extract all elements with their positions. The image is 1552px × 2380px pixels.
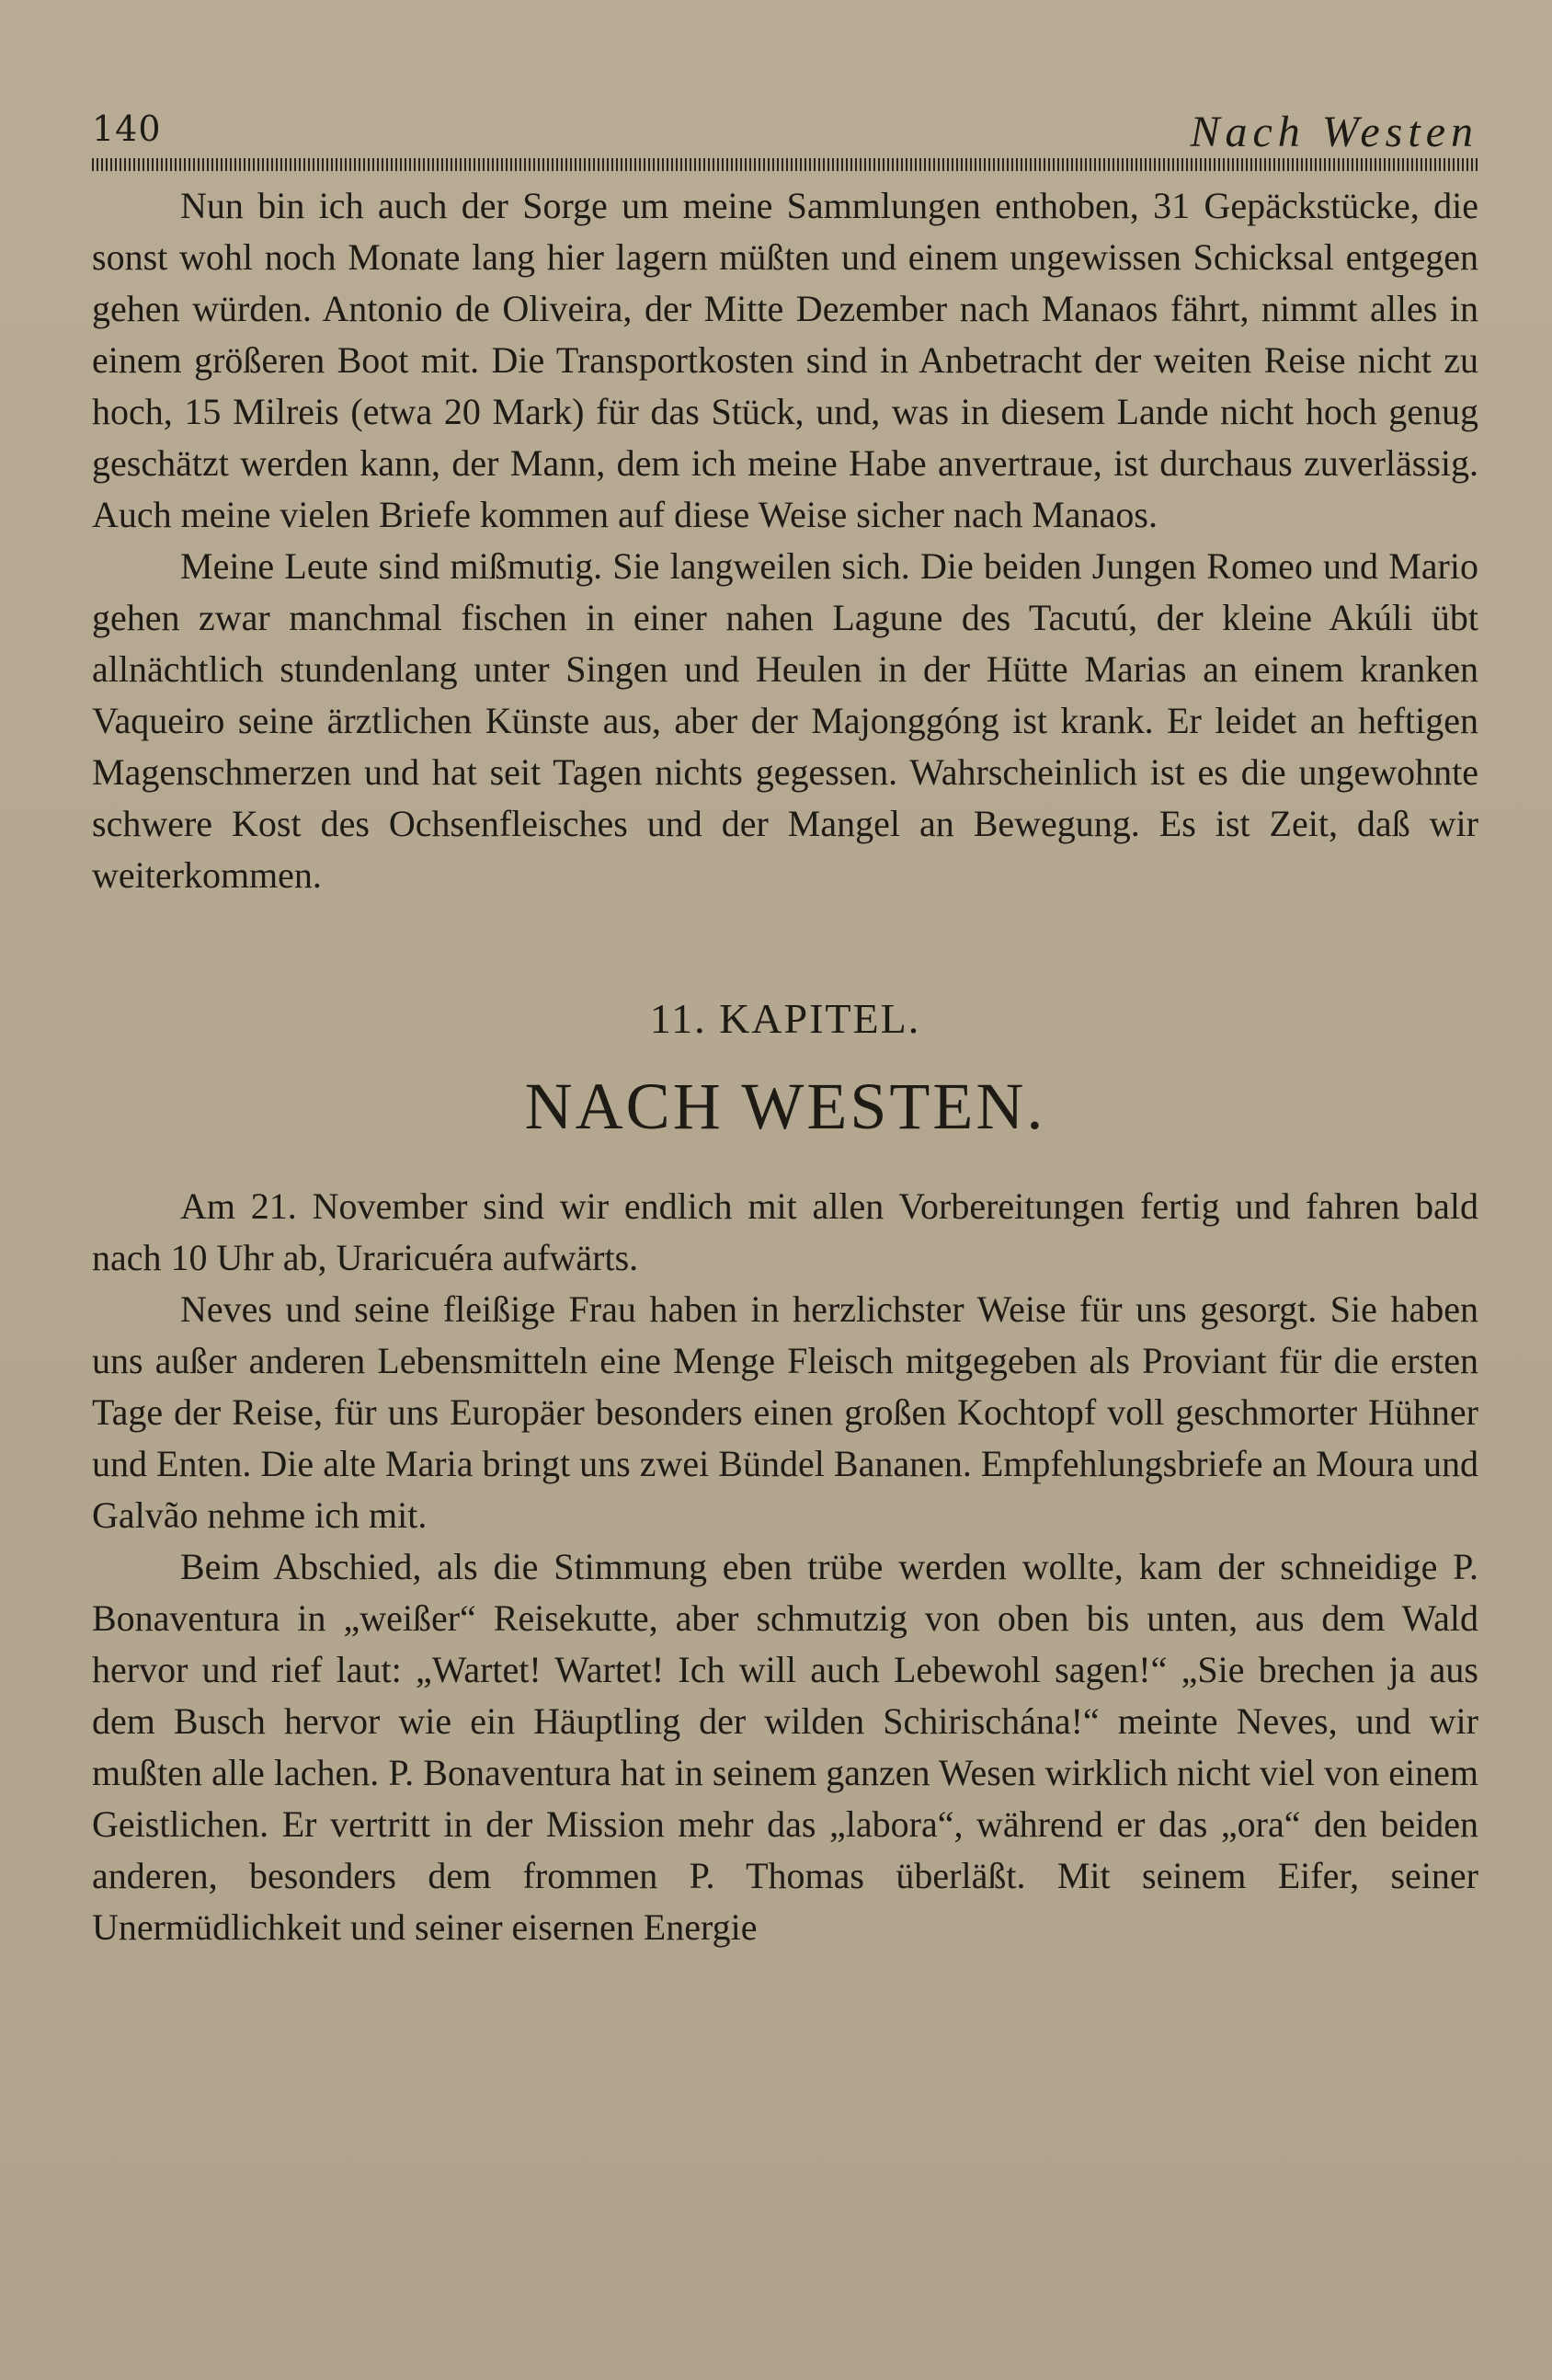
chapter-number: 11. KAPITEL. [649, 995, 921, 1042]
chapter-title: NACH WESTEN. [524, 1070, 1046, 1143]
page-number: 140 [92, 109, 162, 149]
paragraph: Neves und seine fleißige Frau haben in herzlichster Weise für uns gesorgt. Sie haben uns außer anderen Lebensmitteln eine Menge Fleisch mitgegeben als Proviant für die ersten Tage der Reise, für uns Europäer besonders einen großen Kochtopf voll geschmorter Hühner und Enten. Die alte Maria bringt uns zwei Bündel Bananen. Empfehlungsbriefe an Moura und Galvão nehme ich mit. [92, 1288, 1478, 1536]
header-rule [92, 158, 1478, 171]
running-title: Nach Westen [1190, 108, 1478, 156]
paragraph: Beim Abschied, als die Stimmung eben trübe werden wollte, kam der schneidige P. Bonaventura in „weißer“ Reisekutte, aber schmutzig von oben bis unten, aus dem Wald hervor und rief laut: „Wartet! Wartet! Ich will auch Lebewohl sagen!“ „Sie brechen ja aus dem Busch hervor wie ein Häuptling der wilden Schirischána!“ meinte Neves, und wir mußten alle lachen. P. Bonaventura hat in seinem ganzen Wesen wirklich nicht viel von einem Geistlichen. Er vertritt in der Mission mehr das „labora“, während er das „ora“ den beiden anderen, besonders dem frommen P. Thomas überläßt. Mit seinem Eifer, seiner Unermüdlichkeit und seiner eisernen Energie [92, 1546, 1478, 1948]
paragraph: Nun bin ich auch der Sorge um meine Sammlungen enthoben, 31 Gepäckstücke, die sonst wohl noch Monate lang hier lagern müßten und einem ungewissen Schicksal entgegen gehen würden. Antonio de Oliveira, der Mitte Dezember nach Manaos fährt, nimmt alles in einem größeren Boot mit. Die Transportkosten sind in Anbetracht der weiten Reise nicht zu hoch, 15 Milreis (etwa 20 Mark) für das Stück, und, was in diesem Lande nicht hoch genug geschätzt werden kann, der Mann, dem ich meine Habe anvertraue, ist durchaus zuverlässig. Auch meine vielen Briefe kommen auf diese Weise sicher nach Manaos. [92, 185, 1478, 535]
body-text [92, 180, 1478, 1953]
paragraph: Meine Leute sind mißmutig. Sie langweilen sich. Die beiden Jungen Romeo und Mario gehen zwar manchmal fischen in einer nahen Lagune des Tacutú, der kleine Akúli übt allnächtlich stundenlang unter Singen und Heulen in der Hütte Marias an einem kranken Vaqueiro seine ärztlichen Künste aus, aber der Majonggóng ist krank. Er leidet an heftigen Magenschmerzen und hat seit Tagen nichts gegessen. Wahrscheinlich ist es die ungewohnte schwere Kost des Ochsenfleisches und der Mangel an Bewegung. Es ist Zeit, daß wir weiterkommen. [92, 545, 1478, 896]
paragraph: Am 21. November sind wir endlich mit allen Vorbereitungen fertig und fahren bald nach 10 Uhr ab, Uraricuéra aufwärts. [92, 1185, 1478, 1278]
page-header [92, 103, 1478, 158]
